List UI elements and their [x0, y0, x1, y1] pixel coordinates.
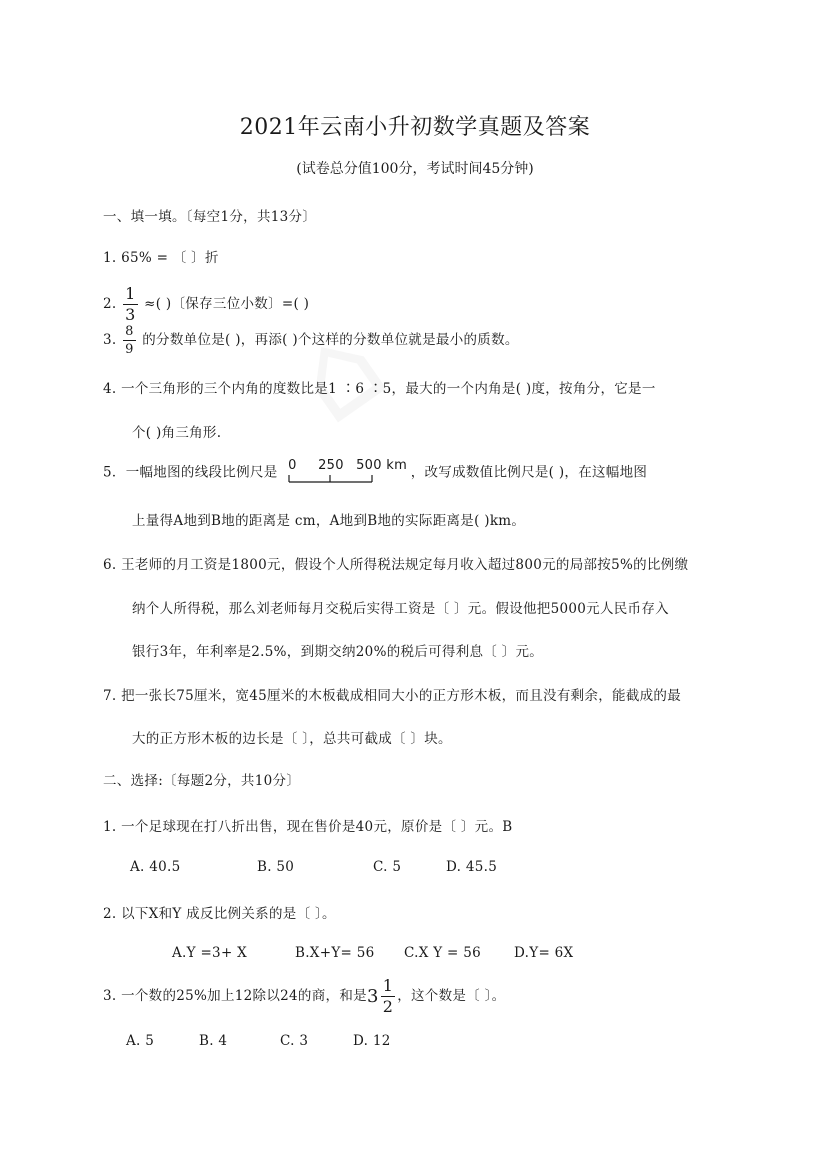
question-1-2 [103, 286, 309, 323]
section2-heading: 二、选择:〔每题2分，共10分〕 [103, 773, 301, 789]
option-c: C. 3 [280, 1033, 309, 1049]
numerator: 1 [382, 976, 394, 995]
question-2-2: 2. 以下X和Y 成反比例关系的是〔 〕。 [103, 906, 336, 922]
question-1-6-line1: 6. 王老师的月工资是1800元，假设个人所得税法规定每月收入超过800元的局部按5%的比例缴 [103, 557, 689, 573]
scale-bar [288, 458, 408, 486]
option-c: C. 5 [373, 859, 402, 875]
question-2-3 [103, 978, 505, 1015]
option-b: B. 50 [257, 859, 295, 875]
question-1-4-line1: 4. 一个三角形的三个内角的度数比是1 ∶6 ∶5，最大的一个内角是( )度，按角分，它是一 [103, 381, 656, 397]
question-1-7-line1: 7. 把一张长75厘米，宽45厘米的木板截成相同大小的正方形木板，而且没有剩余，能截成的最 [103, 688, 682, 704]
option-b: B.X+Y= 56 [295, 945, 375, 961]
question-2-1: 1. 一个足球现在打八折出售，现在售价是40元，原价是〔 〕元。B [103, 819, 513, 835]
numerator: 8 [125, 324, 134, 339]
page-title: 2021年云南小升初数学真题及答案 [239, 115, 591, 140]
question-number: 2. [103, 296, 117, 312]
option-a: A. 40.5 [130, 859, 181, 875]
option-c: C.X Y = 56 [404, 945, 482, 961]
question-text: ，改写成数值比例尺是( )，在这幅地图 [410, 464, 648, 481]
option-d: D. 45.5 [446, 859, 498, 875]
question-1-1: 1. 65% = 〔 〕折 [103, 250, 219, 266]
fraction [123, 325, 136, 356]
scale-tick-label: 0 [288, 458, 297, 473]
option-a: A.Y =3+ X [172, 945, 248, 961]
scale-tick-label: 500 km [356, 458, 408, 473]
option-d: D.Y= 6X [514, 945, 574, 961]
question-number: 3. [103, 332, 117, 348]
denominator: 9 [125, 342, 134, 357]
denominator: 2 [382, 997, 394, 1016]
question-1-4-line2: 个( )角三角形. [132, 425, 222, 441]
question-text: 的分数单位是( )，再添( )个这样的分数单位就是最小的质数。 [142, 332, 519, 348]
question-1-5-line1 [103, 460, 647, 486]
question-text: 5．一幅地图的线段比例尺是 [103, 464, 278, 481]
fraction [123, 286, 137, 323]
fraction [381, 978, 395, 1015]
question-1-6-line2: 纳个人所得税，那么刘老师每月交税后实得工资是〔 〕元。假设他把5000元人民币存入 [132, 601, 669, 617]
question-text: ，这个数是〔 〕。 [397, 988, 506, 1004]
denominator: 3 [125, 305, 136, 324]
question-text: 3. 一个数的25%加上12除以24的商，和是 [103, 988, 367, 1004]
question-1-6-line3: 银行3年，年利率是2.5%，到期交纳20%的税后可得利息〔 〕元。 [132, 644, 544, 660]
mixed-number-whole: 3 [366, 986, 379, 1007]
numerator: 1 [125, 284, 136, 303]
question-1-3 [103, 325, 519, 356]
option-b: B. 4 [199, 1033, 228, 1049]
section1-heading: 一、填一填。〔每空1分，共13分〕 [103, 209, 317, 225]
page-subtitle: (试卷总分值100分，考试时间45分钟) [296, 161, 534, 177]
question-1-7-line2: 大的正方形木板的边长是〔 〕，总共可截成〔 〕块。 [132, 731, 452, 747]
scale-tick-label: 250 [318, 458, 344, 473]
option-a: A. 5 [126, 1033, 155, 1049]
question-1-5-line2: 上量得A地到B地的距离是 cm，A地到B地的实际距离是( )km。 [132, 513, 526, 529]
question-text: ≈( )〔保存三位小数〕=( ) [144, 296, 310, 312]
option-d: D. 12 [353, 1033, 391, 1049]
